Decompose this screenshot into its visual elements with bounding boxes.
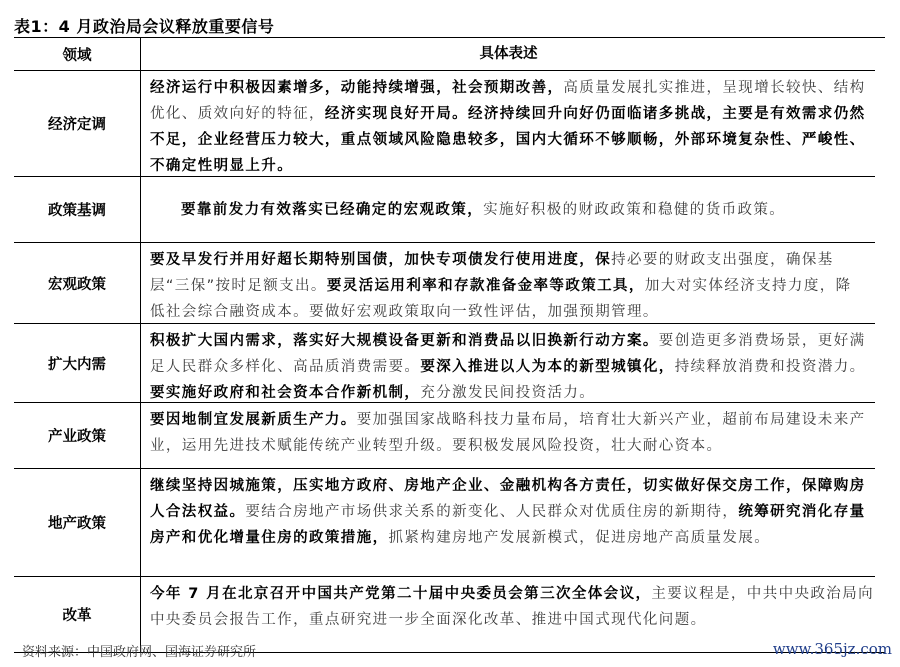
table-header-row <box>14 38 875 71</box>
emphasis-text: 积极扩大国内需求，落实好大规模设备更新和消费品以旧换新行动方案。 <box>150 333 659 349</box>
body-text: 持必要的财政支出强度，确保基层“三保”按时足额支出。 <box>150 252 834 294</box>
row-description <box>141 324 875 402</box>
body-text: 高质量发展扎实推进，呈现增长较快、结构优化、质效向好的特征， <box>150 80 866 122</box>
row-description <box>141 71 875 176</box>
emphasis-text: 经济运行中积极因素增多，动能持续增强，社会预期改善， <box>150 80 564 96</box>
emphasis-text: 要及早发行并用好超长期特别国债，加快专项债发行使用进度，保 <box>150 252 612 268</box>
emphasis-text: 要因地制宜发展新质生产力。 <box>150 412 357 428</box>
body-text: 要创造更多消费场景，更好满足人民群众多样化、高品质消费需要。 <box>150 333 866 375</box>
emphasis-text: 要深入推进以人为本的新型城镇化， <box>420 359 675 375</box>
table-row <box>14 403 875 469</box>
row-description <box>141 243 875 323</box>
row-description <box>141 403 875 468</box>
emphasis-text: 要实施好政府和社会资本合作新机制， <box>150 385 421 401</box>
emphasis-text: 要灵活运用利率和存款准备金率等政策工具， <box>326 278 645 294</box>
body-text: 抓紧构建房地产发展新模式，促进房地产高质量发展。 <box>388 530 771 546</box>
emphasis-text: 经济实现良好开局。经济持续回升向好仍面临诸多挑战，主要是有效需求仍然不足，企业经营压力较大，重点领域风险隐患较多，国内大循环不够顺畅，外部环境复杂性、严峻性、不确定性明显上升。 <box>150 106 866 174</box>
table-row <box>14 469 875 577</box>
row-domain-label: 扩大内需 <box>14 324 141 402</box>
source-note: 资料来源：中国政府网、国海证券研究所 <box>22 645 257 660</box>
table-row <box>14 243 875 324</box>
row-domain-label: 政策基调 <box>14 177 141 242</box>
watermark: www.365jz.com <box>772 640 892 658</box>
emphasis-text: 统筹研究消化存量房产和优化增量住房的政策措施， <box>150 504 866 546</box>
row-domain-label: 改革 <box>14 577 141 652</box>
row-description <box>141 469 875 576</box>
header-description: 具体表述 <box>479 46 538 62</box>
table-title: 表1：4 月政治局会议释放重要信号 <box>14 17 275 36</box>
body-text: 实施好积极的财政政策和稳健的货币政策。 <box>483 201 786 218</box>
row-domain-label: 宏观政策 <box>14 243 141 323</box>
body-text: 要加强国家战略科技力量布局，培育壮大新兴产业，超前布局建设未来产业，运用先进技术赋能传统产业转型升级。要积极发展风险投资，壮大耐心资本。 <box>150 412 866 454</box>
header-domain: 领域 <box>14 38 141 70</box>
body-text: 充分激发民间投资活力。 <box>420 385 596 401</box>
table-row <box>14 324 875 403</box>
row-description <box>141 177 875 242</box>
emphasis-text: 今年 7 月在北京召开中国共产党第二十届中央委员会第三次全体会议， <box>150 586 652 602</box>
row-domain-label: 地产政策 <box>14 469 141 576</box>
emphasis-text: 继续坚持因城施策，压实地方政府、房地产企业、金融机构各方责任，切实做好保交房工作，保障购房人合法权益。 <box>150 478 866 520</box>
body-text: 持续释放消费和投资潜力。 <box>674 359 866 375</box>
emphasis-text: 要靠前发力有效落实已经确定的宏观政策， <box>181 201 484 218</box>
body-text: 要结合房地产市场供求关系的新变化、人民群众对优质住房的新期待， <box>245 504 739 520</box>
policy-signals-table <box>14 37 885 653</box>
row-domain-label: 经济定调 <box>14 71 141 176</box>
body-text: 加大对实体经济支持力度，降低社会综合融资成本。要做好宏观政策取向一致性评估，加强预期管理。 <box>150 278 852 320</box>
table-row <box>14 71 875 177</box>
table-row <box>14 177 875 243</box>
row-domain-label: 产业政策 <box>14 403 141 468</box>
body-text: 主要议程是，中共中央政治局向中央委员会报告工作，重点研究进一步全面深化改革、推进中国式现代化问题。 <box>150 586 874 628</box>
